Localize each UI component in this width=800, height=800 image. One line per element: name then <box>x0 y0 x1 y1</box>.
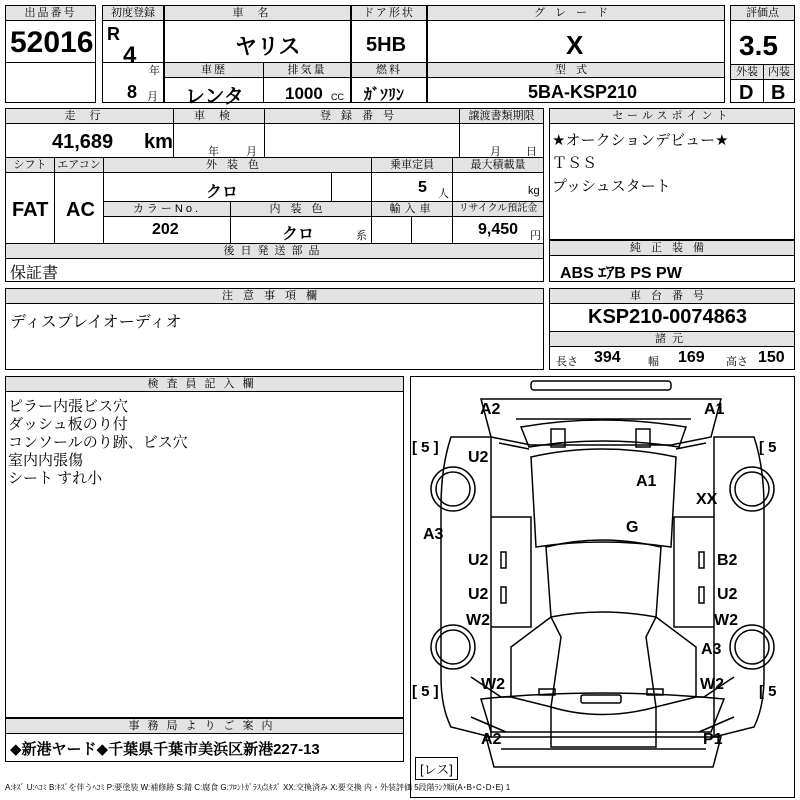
damage-b2-right-door: B2 <box>717 552 738 569</box>
dims-label: 諸元 <box>550 332 794 347</box>
shift: FAT <box>12 199 49 221</box>
width: 169 <box>678 349 705 366</box>
length: 394 <box>594 349 621 366</box>
grade-box <box>427 5 725 103</box>
load-label: 最大積載量 <box>453 158 543 173</box>
damage-a3-left: A3 <box>423 526 444 543</box>
recycle-unit: 円 <box>530 230 541 242</box>
spare-tire: [レス] <box>415 757 458 780</box>
color-no: 202 <box>152 221 179 238</box>
fuel-label: 燃料 <box>352 63 426 78</box>
inspector-line: ダッシュ板のり付 <box>8 416 128 433</box>
mileage-label: 走行 <box>6 109 173 124</box>
damage-a2-top: A2 <box>480 401 501 418</box>
capacity-unit: 人 <box>438 188 449 200</box>
damage-w2-left-rear: W2 <box>466 612 490 629</box>
notes-box <box>5 288 544 370</box>
ac-label: エアコン <box>55 158 103 173</box>
length-label: 長さ <box>556 356 578 368</box>
office-box <box>5 718 404 762</box>
inspector-label: 検査員記入欄 <box>6 377 403 392</box>
year-unit: 年 <box>149 65 160 77</box>
inspector-line: コンソールのり跡、ビス穴 <box>8 434 188 451</box>
mileage: 41,689 <box>52 131 114 153</box>
damage-xx: XX <box>696 491 718 508</box>
score: 3.5 <box>739 30 778 61</box>
load-unit: kg <box>528 185 540 197</box>
office-label: 事務局よりご案内 <box>6 719 403 734</box>
ext-label: 外装 <box>731 65 763 80</box>
later-label: 後日発送部品 <box>6 244 543 259</box>
later: 保証書 <box>10 265 59 282</box>
damage-w2-left-back: W2 <box>481 676 505 693</box>
damage-a1-top: A1 <box>704 401 725 418</box>
first-reg-label: 初度登録 <box>103 6 163 21</box>
inspection-label: 車検 <box>174 109 264 124</box>
damage-w2-right-back: W2 <box>700 676 724 693</box>
inspector-line: シート すれ小 <box>8 470 103 487</box>
equipment-box <box>549 240 795 282</box>
office: ◆新港ヤード◆千葉県千葉市美浜区新港227-13 <box>10 741 320 758</box>
grade: X <box>566 30 584 60</box>
width-label: 幅 <box>648 356 659 368</box>
transfer-day-unit: 日 <box>526 146 537 158</box>
int-label: 内装 <box>764 65 794 80</box>
sales-box <box>549 108 795 240</box>
height: 150 <box>758 349 785 366</box>
era: R <box>107 24 120 44</box>
chassis-number: KSP210-0074863 <box>588 306 748 328</box>
int-grade: B <box>771 82 786 104</box>
tire-tread-front-left: [ 5 ] <box>412 439 439 456</box>
height-label: 高さ <box>726 356 748 368</box>
model-label: 型式 <box>428 63 724 78</box>
inspector-line: 室内内張傷 <box>8 452 84 469</box>
reg-num-label: 登録番号 <box>265 109 459 124</box>
lot-box <box>5 5 96 103</box>
capacity: 5 <box>418 179 427 196</box>
car-name: ヤリス <box>235 34 301 59</box>
car-diagram-box <box>410 376 795 798</box>
year-num: 4 <box>123 42 137 69</box>
damage-g: G <box>626 519 639 536</box>
first-reg-box <box>102 5 164 103</box>
score-label: 評価点 <box>731 6 794 21</box>
inspector-line: ピラー内張ビス穴 <box>8 398 129 415</box>
model: 5BA-KSP210 <box>528 82 638 102</box>
car-name-label: 車名 <box>165 6 350 21</box>
insp-month-unit: 月 <box>246 146 257 158</box>
legend: A:ｷｽﾞ U:ﾍｺﾐ B:ｷｽﾞを伴うﾍｺﾐ P:要塗装 W:補修跡 S:錆 C:腐食 G:ﾌﾛﾝﾄｶﾞﾗｽ点ｷｽﾞ XX:交換済み X:要交換 内・外装評価 5段階ﾗﾝｸ順(A･B･C･D･E) 1 <box>5 783 511 792</box>
capacity-label: 乗車定員 <box>372 158 452 173</box>
chassis-label: 車台番号 <box>550 289 794 304</box>
transfer-month-unit: 月 <box>490 146 501 158</box>
details-box <box>5 108 544 282</box>
damage-u2-left-front: U2 <box>468 449 489 466</box>
color-no-label: カラーNo. <box>104 202 230 217</box>
equipment-label: 純正装備 <box>550 241 794 256</box>
tire-tread-front-right: [ 5 <box>759 439 777 456</box>
displacement-unit: CC <box>331 92 344 102</box>
history-label: 車歴 <box>165 63 263 78</box>
shift-label: シフト <box>6 158 54 173</box>
int-color: クロ <box>282 226 315 243</box>
chassis-box <box>549 288 795 370</box>
fuel: ｶﾞｿﾘﾝ <box>364 87 405 104</box>
displacement-label: 排気量 <box>264 63 350 78</box>
sales-line: ＴＳＳ <box>552 155 598 172</box>
displacement: 1000 <box>285 84 323 103</box>
door-label: ドア形状 <box>352 6 426 21</box>
recycle-label: リサイクル預託金 <box>453 202 543 217</box>
month-num: 8 <box>127 82 138 102</box>
grade-label: グレード <box>428 6 724 21</box>
mileage-unit: km <box>144 131 173 153</box>
ac: AC <box>66 199 95 221</box>
ext-grade: D <box>739 82 754 104</box>
damage-a2-bottom: A2 <box>481 731 502 748</box>
transfer-label: 譲渡書類期限 <box>460 109 543 124</box>
damage-u2-left-rear: U2 <box>468 586 489 603</box>
damage-p1-bottom: P1 <box>703 731 723 748</box>
color: クロ <box>206 184 239 201</box>
car-box <box>164 5 351 108</box>
tire-tread-rear-right: [ 5 <box>759 683 777 700</box>
notes: ディスプレイオーディオ <box>10 314 182 331</box>
damage-u2-right-rear: U2 <box>717 586 738 603</box>
door-box <box>351 5 427 103</box>
sales-label: セールスポイント <box>550 109 794 124</box>
lot-label: 出品番号 <box>6 6 95 21</box>
history: レンタ <box>185 86 244 108</box>
damage-w2-right-rear: W2 <box>714 612 738 629</box>
color-label: 外装色 <box>104 158 371 173</box>
damage-a1-hood: A1 <box>636 473 657 490</box>
int-color-label: 内装色 <box>231 202 371 217</box>
score-box <box>730 5 795 103</box>
damage-a3-right-rear: A3 <box>701 641 722 658</box>
notes-label: 注意事項欄 <box>6 289 543 304</box>
lot-number: 52016 <box>10 26 94 59</box>
recycle: 9,450 <box>478 221 519 238</box>
door: 5HB <box>366 34 407 56</box>
equipment: ABS ｴｱB PS PW <box>560 265 682 282</box>
month-unit: 月 <box>147 91 158 103</box>
sales-line: プッシュスタート <box>552 178 671 195</box>
sales-line: ★オークションデビュー★ <box>552 132 729 149</box>
int-color-suffix: 系 <box>356 230 367 242</box>
import-label: 輸入車 <box>372 202 452 217</box>
tire-tread-rear-left: [ 5 ] <box>412 683 439 700</box>
inspector-box <box>5 376 404 718</box>
insp-year-unit: 年 <box>208 146 219 158</box>
damage-u2-left-door: U2 <box>468 552 489 569</box>
